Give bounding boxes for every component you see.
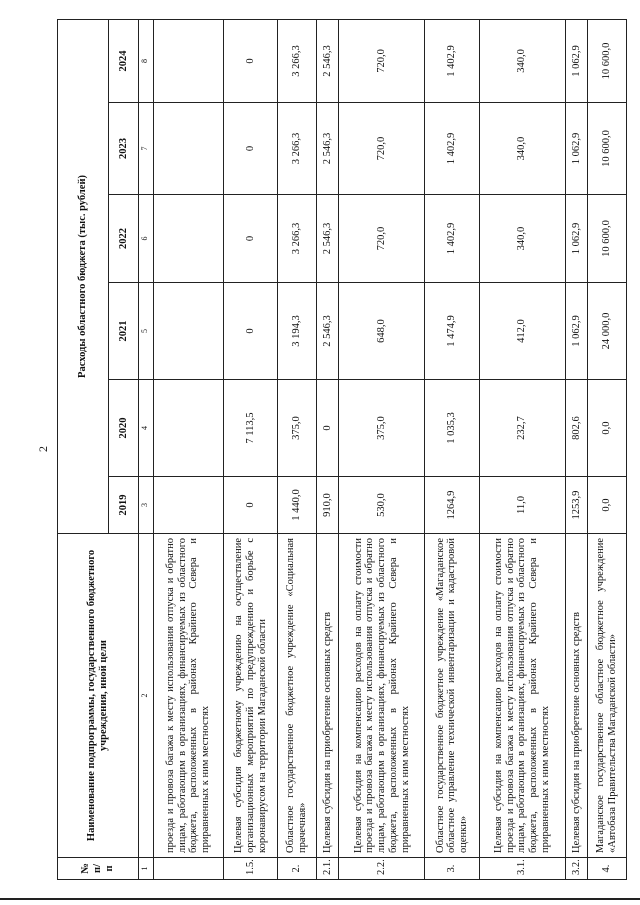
row-value [153,103,223,195]
row-value: 0 [316,380,339,477]
row-value: 1 062,9 [565,19,588,102]
row-value [153,195,223,283]
row-value: 1253,9 [565,477,588,534]
year-2020: 2020 [109,380,139,477]
row-value: 10 600,0 [588,103,627,195]
row-value: 1 402,9 [425,19,479,102]
row-value: 0 [224,103,278,195]
row-name: Целевая субсидия на компенсацию расходов на оплату стоимости проезда и провоза багажа к месту использования отпуска и обратно лицам, работающим в организациях, финансируемых из областного бюджета, расположенных в районах Крайнего Севера и приравненных к ним местностях [479,534,565,858]
row-value: 0,0 [588,477,627,534]
table-body [153,19,626,879]
row-value: 340,0 [479,195,565,283]
col-number: 1 [138,858,153,880]
row-value: 232,7 [479,380,565,477]
row-name: Целевая субсидия бюджетному учреждению на осуществление организационных мероприятий по предупреждению и борьбе с коронавирусом на территории Магаданской области [224,534,278,858]
budget-table [57,19,627,880]
column-numbers-row [138,19,153,879]
col-number: 4 [138,380,153,477]
year-2023: 2023 [109,103,139,195]
col-number: 2 [138,534,153,858]
table-row [224,19,278,879]
header-name: Наименование подпрограммы, государственного бюджетного учреждения, иной цели [58,534,139,858]
row-value: 1 035,3 [425,380,479,477]
year-2024: 2024 [109,19,139,102]
header-num: № п/п [58,858,139,880]
row-index: 2.2. [339,858,425,880]
row-index: 3.2. [565,858,588,880]
row-name: Целевая субсидия на компенсацию расходов на оплату стоимости проезда и провоза багажа к месту использования отпуска и обратно лицам, работающим в организациях, финансируемых из областного бюджета, расположенных в районах Крайнего Севера и приравненных к ним местностях [339,534,425,858]
table-row [153,19,223,879]
row-value: 24 000,0 [588,283,627,380]
row-value: 910,0 [316,477,339,534]
row-value: 1 062,9 [565,195,588,283]
row-value: 648,0 [339,283,425,380]
row-name: проезда и провоза багажа к месту использования отпуска и обратно лицам, работающим в организациях, финансируемых из областного бюджета, расположенных в районах Крайнего Севера и приравненных к ним местностях [153,534,223,858]
row-value: 1 062,9 [565,103,588,195]
row-value: 720,0 [339,195,425,283]
row-value: 530,0 [339,477,425,534]
year-2019: 2019 [109,477,139,534]
row-value: 720,0 [339,103,425,195]
row-value: 2 546,3 [316,283,339,380]
row-value: 1 440,0 [278,477,316,534]
row-name: Целевая субсидия на приобретение основных средств [316,534,339,858]
row-index: 3.1. [479,858,565,880]
row-index: 3. [425,858,479,880]
row-value: 1 402,9 [425,103,479,195]
col-number: 8 [138,19,153,102]
row-value: 3 194,3 [278,283,316,380]
row-value: 2 546,3 [316,103,339,195]
table-row [425,19,479,879]
row-name: Областное государственное бюджетное учреждение «Магаданское областное управление технической инвентаризации и кадастровой оценки» [425,534,479,858]
table-row [278,19,316,879]
table-row [565,19,588,879]
row-value [153,477,223,534]
table-row [316,19,339,879]
row-value: 1 402,9 [425,195,479,283]
row-value: 340,0 [479,19,565,102]
row-value: 375,0 [278,380,316,477]
page-number: 2 [36,446,50,452]
row-value: 1264,9 [425,477,479,534]
row-value: 2 546,3 [316,195,339,283]
row-index: 4. [588,858,627,880]
row-value: 3 266,3 [278,19,316,102]
row-value: 3 266,3 [278,195,316,283]
row-name: Магаданское государственное областное бюджетное учреждение «Автобаза Правительства Магаданской области» [588,534,627,858]
table-row [479,19,565,879]
row-index: 1.5. [224,858,278,880]
row-value: 802,6 [565,380,588,477]
bottom-rule [0,898,640,900]
row-value: 3 266,3 [278,103,316,195]
row-value: 340,0 [479,103,565,195]
row-value: 0,0 [588,380,627,477]
row-value: 11,0 [479,477,565,534]
row-value [153,19,223,102]
row-value: 1 474,9 [425,283,479,380]
row-name: Областное государственное бюджетное учреждение «Социальная прачечная» [278,534,316,858]
header-row-1 [58,19,109,879]
row-value: 720,0 [339,19,425,102]
year-2021: 2021 [109,283,139,380]
col-number: 7 [138,103,153,195]
row-index [153,858,223,880]
row-value: 10 600,0 [588,195,627,283]
row-name: Целевая субсидия на приобретение основных средств [565,534,588,858]
row-value [153,380,223,477]
row-value: 0 [224,19,278,102]
row-value: 0 [224,195,278,283]
col-number: 3 [138,477,153,534]
table-row [339,19,425,879]
row-index: 2. [278,858,316,880]
row-value: 0 [224,283,278,380]
row-index: 2.1. [316,858,339,880]
year-2022: 2022 [109,195,139,283]
row-value: 10 600,0 [588,19,627,102]
col-number: 5 [138,283,153,380]
row-value: 7 113,5 [224,380,278,477]
row-value: 1 062,9 [565,283,588,380]
table-row [588,19,627,879]
col-number: 6 [138,195,153,283]
row-value: 2 546,3 [316,19,339,102]
row-value: 412,0 [479,283,565,380]
header-expenses: Расходы областного бюджета (тыс. рублей) [58,19,109,533]
row-value: 0 [224,477,278,534]
row-value: 375,0 [339,380,425,477]
page-content-rotated [57,20,627,880]
row-value [153,283,223,380]
